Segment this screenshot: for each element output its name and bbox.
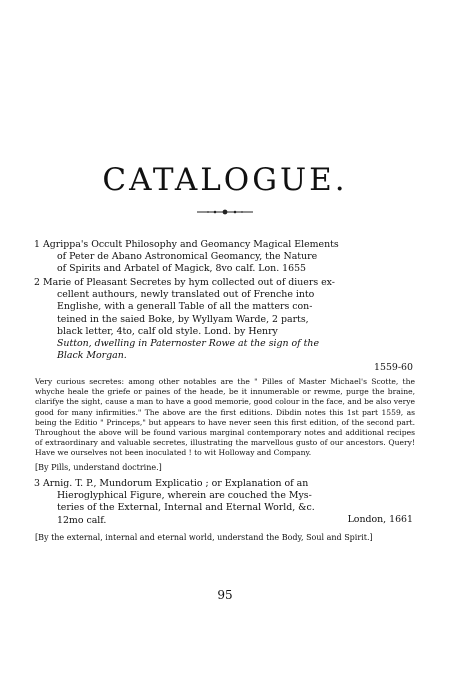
entry-line: teined in the saied Boke, by Wyllyam Warde, 2 parts, bbox=[57, 313, 309, 325]
entry-line: of Peter de Abano Astronomical Geomancy, the Nature bbox=[57, 251, 318, 263]
entry-line: Agrippa's Occult Philosophy and Geomancy Magical Elements bbox=[43, 239, 339, 250]
entry-line: Sutton, dwelling in Paternoster Rowe at the sign of the bbox=[57, 338, 319, 350]
entry-line: Black Morgan. bbox=[57, 350, 127, 362]
entry-number: 2 bbox=[34, 277, 40, 288]
page-number: 95 bbox=[217, 588, 233, 602]
entry-number: 1 bbox=[34, 239, 40, 250]
entry-line: teries of the External, Internal and Eternal World, &c. bbox=[57, 502, 315, 514]
entry-line: cellent authours, newly translated out of Frenche into bbox=[57, 289, 315, 301]
bracket-annotation: [By Pills, understand doctrine.] bbox=[35, 463, 162, 472]
entry-line: black letter, 4to, calf old style. Lond. by Henry bbox=[57, 325, 278, 337]
entry-line: of Spirits and Arbatel of Magick, 8vo calf. Lon. 1655 bbox=[57, 263, 307, 275]
entry-line: Englishe, with a generall Table of all the matters con- bbox=[57, 301, 313, 313]
catalogue-entry bbox=[34, 277, 413, 373]
ornament-divider bbox=[195, 207, 255, 217]
bracket-annotation: [By the external, internal and eternal world, understand the Body, Soul and Spirit.] bbox=[35, 533, 373, 542]
entry-line: 12mo calf. bbox=[57, 514, 107, 526]
entry-number: 3 bbox=[34, 478, 40, 489]
page-title: CATALOGUE. bbox=[102, 162, 348, 198]
entry-date: 1559-60 bbox=[374, 362, 413, 373]
entry-note: Very curious secretes: among other notables are the " Pilles of Master Michael's Scotte, the whyche heale the griefe or paines of the heade, be it innumerable or rewme, purge the braine, clarifye the sight, cause a man to have a good memorie, good colour in the face, and be also verye good for many infirmities." The above are the first editions. Dibdin notes this 1st part 1559, as being the Editio " Princeps," but appears to have never seen this first edition, of the second part. Throughout the above will be found various marginal contemporary notes and additional recipes of extraordinary and valuable secretes, illustrating the marvellous gusto of our ancestors. Query! Have we ourselves not been inoculated ! to wit Holloway and Company. bbox=[35, 377, 415, 458]
entry-line: Hieroglyphical Figure, wherein are couched the Mys- bbox=[57, 490, 312, 502]
entry-imprint: London, 1661 bbox=[347, 514, 413, 525]
entry-line: Arnig. T. P., Mundorum Explicatio ; or Explanation of an bbox=[43, 478, 309, 489]
entry-line: Marie of Pleasant Secretes by hym collected out of diuers ex- bbox=[43, 277, 335, 288]
catalogue-entry bbox=[34, 239, 413, 276]
catalogue-entry bbox=[34, 478, 413, 527]
